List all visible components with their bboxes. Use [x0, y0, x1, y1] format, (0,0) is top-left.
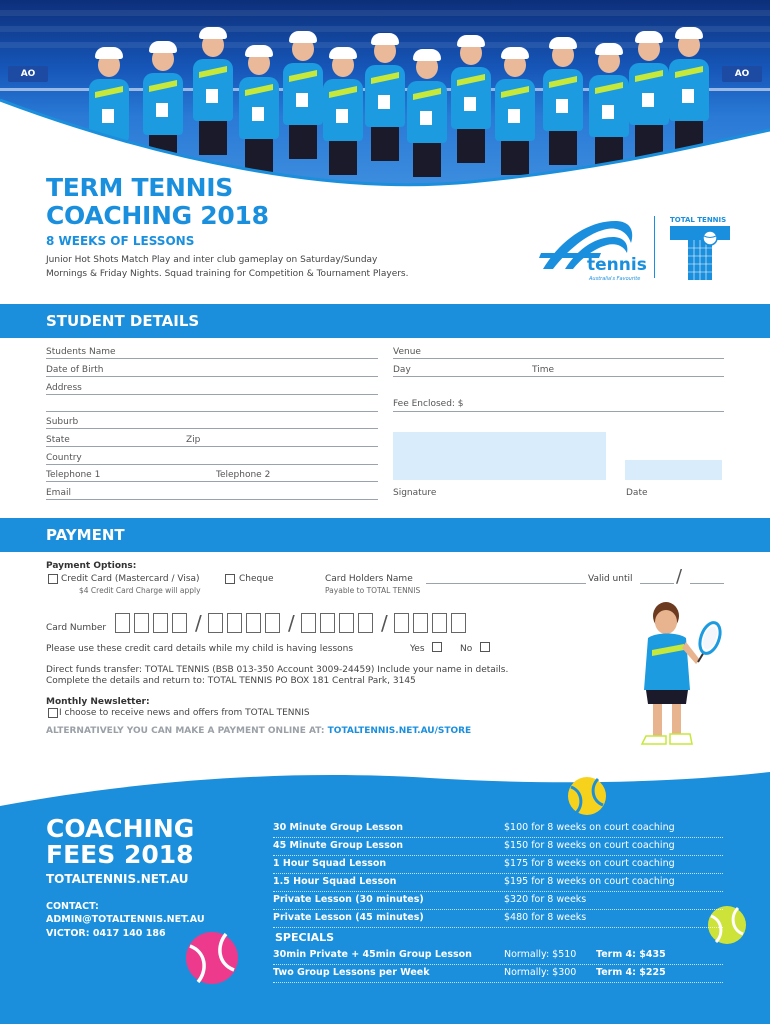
- card-digit-box[interactable]: [115, 613, 130, 633]
- address-field-line2[interactable]: [46, 411, 378, 412]
- title-line: TERM TENNIS: [46, 173, 233, 202]
- fee-row: [273, 838, 723, 856]
- payment-band: [0, 518, 770, 552]
- card-digit-box[interactable]: [432, 613, 447, 633]
- state-zip-field[interactable]: [46, 446, 378, 447]
- fees-title: [46, 816, 194, 868]
- card-digit-box[interactable]: [265, 613, 280, 633]
- title-line: COACHING 2018: [46, 201, 269, 230]
- stand-row: [0, 10, 770, 16]
- card-digit-box[interactable]: [451, 613, 466, 633]
- card-slash: /: [195, 611, 202, 635]
- special-term-price: Term 4: $225: [596, 967, 666, 978]
- fee-name: 1.5 Hour Squad Lesson: [273, 876, 397, 887]
- fee-price: $480 for 8 weeks: [504, 912, 587, 923]
- pink-ball-icon: [184, 930, 240, 986]
- country-field[interactable]: [46, 464, 378, 465]
- payment-options-label: Payment Options:: [46, 561, 137, 571]
- yellow-ball-icon: [566, 775, 608, 817]
- telephone-field[interactable]: [46, 481, 378, 482]
- dob-field[interactable]: [46, 376, 378, 377]
- students-name-field[interactable]: [46, 358, 378, 359]
- state-label: State: [46, 435, 70, 445]
- card-digit-box[interactable]: [394, 613, 409, 633]
- contact-phone[interactable]: VICTOR: 0417 140 186: [46, 928, 166, 939]
- special-name: 30min Private + 45min Group Lesson: [273, 949, 472, 960]
- tennis-wordmark: tennis: [587, 255, 647, 275]
- store-link[interactable]: TOTALTENNIS.NET.AU/STORE: [327, 726, 472, 736]
- fee-price: $150 for 8 weeks on court coaching: [504, 840, 675, 851]
- special-normal-price: Normally: $510: [504, 949, 577, 960]
- venue-field[interactable]: [393, 358, 724, 359]
- logo-divider: [654, 216, 655, 278]
- newsletter-checkbox[interactable]: [48, 708, 58, 718]
- direct-transfer-text: Direct funds transfer: TOTAL TENNIS (BSB 013-350 Account 3009-24459) Include your name in details.: [46, 665, 509, 675]
- yes-checkbox[interactable]: [432, 642, 442, 652]
- credit-card-checkbox[interactable]: [48, 574, 58, 584]
- hero-photo: [0, 0, 770, 195]
- card-slash: /: [288, 611, 295, 635]
- total-tennis-logo: [668, 214, 732, 282]
- intro-text: [46, 253, 476, 281]
- card-digit-box[interactable]: [227, 613, 242, 633]
- fee-price: $195 for 8 weeks on court coaching: [504, 876, 675, 887]
- card-number-label: Card Number: [46, 623, 107, 633]
- card-digit-box[interactable]: [172, 613, 187, 633]
- intro-line: Junior Hot Shots Match Play and inter club gameplay on Saturday/Sunday: [46, 255, 378, 265]
- date-box[interactable]: [625, 460, 722, 480]
- contact-label: CONTACT:: [46, 901, 99, 912]
- total-tennis-wordmark: TOTAL TENNIS: [670, 216, 727, 224]
- fees-title-line: FEES 2018: [46, 840, 194, 869]
- fee-enclosed-label: Fee Enclosed: $: [393, 399, 464, 409]
- fee-price: $100 for 8 weeks on court coaching: [504, 822, 675, 833]
- valid-year-field[interactable]: [690, 583, 724, 584]
- suburb-field[interactable]: [46, 428, 378, 429]
- newsletter-option: I choose to receive news and offers from TOTAL TENNIS: [59, 708, 310, 718]
- card-digit-box[interactable]: [301, 613, 316, 633]
- fee-price: $320 for 8 weeks: [504, 894, 587, 905]
- tennis-tagline: Australia's Favourite: [589, 276, 641, 282]
- website-link[interactable]: TOTALTENNIS.NET.AU: [46, 872, 189, 886]
- fee-row: [273, 874, 723, 892]
- email-label: Email: [46, 488, 71, 498]
- fee-row: [273, 910, 723, 928]
- card-digit-box[interactable]: [358, 613, 373, 633]
- students-name-label: Students Name: [46, 347, 116, 357]
- zip-label: Zip: [186, 435, 201, 445]
- fees-title-line: COACHING: [46, 814, 195, 843]
- card-digit-box[interactable]: [208, 613, 223, 633]
- fee-price: $175 for 8 weeks on court coaching: [504, 858, 675, 869]
- court-banner: AO: [722, 66, 762, 82]
- special-normal-price: Normally: $300: [504, 967, 577, 978]
- valid-month-field[interactable]: [640, 583, 674, 584]
- return-address-text: Complete the details and return to: TOTAL TENNIS PO BOX 181 Central Park, 3145: [46, 676, 416, 686]
- online-payment-note: [46, 726, 471, 736]
- fee-row: [273, 892, 723, 910]
- fee-name: 45 Minute Group Lesson: [273, 840, 404, 851]
- special-row: [273, 965, 723, 983]
- payment-heading: PAYMENT: [46, 526, 125, 544]
- address-field[interactable]: [46, 394, 378, 395]
- valid-until-label: Valid until: [588, 574, 633, 584]
- time-label: Time: [532, 365, 555, 375]
- card-digit-box[interactable]: [246, 613, 261, 633]
- card-slash: /: [381, 611, 388, 635]
- card-digit-box[interactable]: [153, 613, 168, 633]
- newsletter-label: Monthly Newsletter:: [46, 697, 150, 707]
- card-digit-box[interactable]: [413, 613, 428, 633]
- telephone2-label: Telephone 2: [216, 470, 271, 480]
- telephone1-label: Telephone 1: [46, 470, 101, 480]
- child-player-image: [626, 592, 726, 760]
- fee-name: Private Lesson (45 minutes): [273, 912, 424, 923]
- card-holders-field[interactable]: [426, 583, 586, 584]
- address-label: Address: [46, 383, 82, 393]
- country-label: Country: [46, 453, 82, 463]
- fee-name: 1 Hour Squad Lesson: [273, 858, 387, 869]
- no-label: No: [460, 644, 473, 654]
- yes-label: Yes: [410, 644, 425, 654]
- card-digit-box[interactable]: [320, 613, 335, 633]
- online-payment-prefix: ALTERNATIVELY YOU CAN MAKE A PAYMENT ONLINE AT:: [46, 726, 325, 736]
- special-name: Two Group Lessons per Week: [273, 967, 430, 978]
- dob-label: Date of Birth: [46, 365, 104, 375]
- card-digit-box[interactable]: [339, 613, 354, 633]
- date-label: Date: [626, 488, 648, 498]
- venue-label: Venue: [393, 347, 421, 357]
- student-details-heading: STUDENT DETAILS: [46, 312, 200, 330]
- cheque-checkbox[interactable]: [225, 574, 235, 584]
- card-holders-label: Card Holders Name: [325, 574, 413, 584]
- fee-name: Private Lesson (30 minutes): [273, 894, 424, 905]
- contact-email[interactable]: ADMIN@TOTALTENNIS.NET.AU: [46, 914, 205, 925]
- tennis-australia-logo: [537, 213, 647, 283]
- special-term-price: Term 4: $435: [596, 949, 666, 960]
- email-field[interactable]: [46, 499, 378, 500]
- day-time-field[interactable]: [393, 376, 724, 377]
- no-checkbox[interactable]: [480, 642, 490, 652]
- fee-row: [273, 820, 723, 838]
- student-details-band: [0, 304, 770, 338]
- day-label: Day: [393, 365, 411, 375]
- fee-enclosed-field[interactable]: [393, 411, 724, 412]
- specials-heading: SPECIALS: [275, 931, 335, 944]
- payable-to-note: Payable to TOTAL TENNIS: [325, 586, 421, 595]
- intro-line: Mornings & Friday Nights. Squad training for Competition & Tournament Players.: [46, 269, 409, 279]
- card-digit-box[interactable]: [134, 613, 149, 633]
- page-title: [46, 174, 269, 230]
- fee-name: 30 Minute Group Lesson: [273, 822, 404, 833]
- signature-box[interactable]: [393, 432, 606, 480]
- court-banner: AO: [8, 66, 48, 82]
- suburb-label: Suburb: [46, 417, 79, 427]
- credit-card-label: Credit Card (Mastercard / Visa): [61, 574, 200, 584]
- cc-charge-note: $4 Credit Card Charge will apply: [79, 586, 201, 595]
- page-subtitle: 8 WEEKS OF LESSONS: [46, 234, 195, 248]
- special-row: [273, 947, 723, 965]
- fee-row: [273, 856, 723, 874]
- cheque-label: Cheque: [239, 574, 274, 584]
- signature-label: Signature: [393, 488, 437, 498]
- cc-permission-text: Please use these credit card details while my child is having lessons: [46, 644, 354, 654]
- valid-slash: /: [676, 566, 683, 587]
